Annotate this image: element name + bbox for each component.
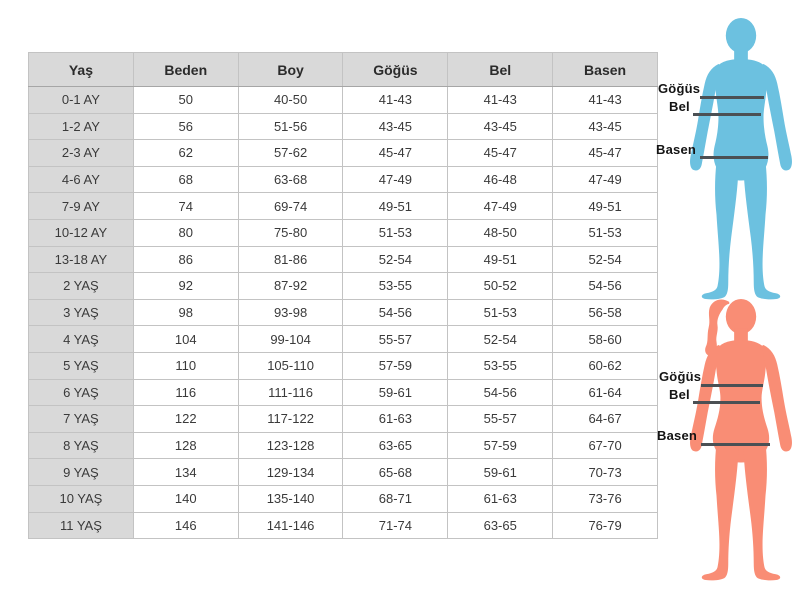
- table-row: [29, 326, 658, 353]
- table-cell: 70-73: [553, 459, 658, 486]
- table-row: [29, 299, 658, 326]
- table-cell: 51-53: [553, 219, 658, 246]
- table-cell: 41-43: [448, 87, 553, 114]
- table-cell: 56: [133, 113, 238, 140]
- table-cell: 40-50: [238, 87, 343, 114]
- table-row: [29, 485, 658, 512]
- table-cell: 52-54: [448, 326, 553, 353]
- table-row: [29, 193, 658, 220]
- table-row: [29, 379, 658, 406]
- table-cell: 67-70: [553, 432, 658, 459]
- size-table-body: [29, 87, 658, 539]
- table-cell: 123-128: [238, 432, 343, 459]
- chest-line-bottom: [701, 384, 763, 387]
- table-cell: 63-68: [238, 166, 343, 193]
- table-cell: 43-45: [448, 113, 553, 140]
- table-row: [29, 219, 658, 246]
- column-header: Yaş: [29, 53, 134, 87]
- table-cell: 46-48: [448, 166, 553, 193]
- table-cell: 56-58: [553, 299, 658, 326]
- waist-line-top: [693, 113, 761, 116]
- table-cell: 122: [133, 406, 238, 433]
- table-row: [29, 459, 658, 486]
- row-label: 13-18 AY: [29, 246, 134, 273]
- table-cell: 87-92: [238, 273, 343, 300]
- table-cell: 51-53: [343, 219, 448, 246]
- row-label: 10 YAŞ: [29, 485, 134, 512]
- table-cell: 98: [133, 299, 238, 326]
- table-cell: 43-45: [553, 113, 658, 140]
- size-table: [28, 52, 658, 539]
- column-header: Basen: [553, 53, 658, 87]
- table-cell: 49-51: [343, 193, 448, 220]
- table-cell: 141-146: [238, 512, 343, 539]
- table-cell: 68-71: [343, 485, 448, 512]
- waist-label-bottom: Bel: [669, 387, 690, 402]
- table-cell: 50: [133, 87, 238, 114]
- row-label: 9 YAŞ: [29, 459, 134, 486]
- table-cell: 104: [133, 326, 238, 353]
- chest-line-top: [700, 96, 764, 99]
- table-cell: 54-56: [553, 273, 658, 300]
- table-cell: 49-51: [553, 193, 658, 220]
- table-cell: 54-56: [448, 379, 553, 406]
- table-cell: 60-62: [553, 352, 658, 379]
- table-row: [29, 432, 658, 459]
- table-cell: 61-64: [553, 379, 658, 406]
- table-cell: 59-61: [343, 379, 448, 406]
- table-cell: 64-67: [553, 406, 658, 433]
- table-row: [29, 246, 658, 273]
- table-cell: 146: [133, 512, 238, 539]
- table-cell: 61-63: [448, 485, 553, 512]
- row-label: 11 YAŞ: [29, 512, 134, 539]
- row-label: 0-1 AY: [29, 87, 134, 114]
- table-cell: 93-98: [238, 299, 343, 326]
- table-cell: 80: [133, 219, 238, 246]
- hip-label-bottom: Basen: [657, 428, 698, 443]
- table-cell: 45-47: [448, 140, 553, 167]
- table-cell: 55-57: [343, 326, 448, 353]
- table-cell: 63-65: [448, 512, 553, 539]
- row-label: 8 YAŞ: [29, 432, 134, 459]
- table-row: [29, 273, 658, 300]
- table-cell: 74: [133, 193, 238, 220]
- table-cell: 135-140: [238, 485, 343, 512]
- table-cell: 71-74: [343, 512, 448, 539]
- table-cell: 45-47: [343, 140, 448, 167]
- row-label: 7 YAŞ: [29, 406, 134, 433]
- table-cell: 53-55: [448, 352, 553, 379]
- header-row: [29, 53, 658, 87]
- table-cell: 59-61: [448, 459, 553, 486]
- table-cell: 50-52: [448, 273, 553, 300]
- table-cell: 51-53: [448, 299, 553, 326]
- table-cell: 43-45: [343, 113, 448, 140]
- column-header: Beden: [133, 53, 238, 87]
- table-row: [29, 113, 658, 140]
- table-row: [29, 87, 658, 114]
- table-cell: 92: [133, 273, 238, 300]
- table-cell: 117-122: [238, 406, 343, 433]
- table-cell: 49-51: [448, 246, 553, 273]
- table-cell: 110: [133, 352, 238, 379]
- row-label: 1-2 AY: [29, 113, 134, 140]
- row-label: 4-6 AY: [29, 166, 134, 193]
- table-cell: 55-57: [448, 406, 553, 433]
- table-cell: 99-104: [238, 326, 343, 353]
- table-cell: 48-50: [448, 219, 553, 246]
- table-cell: 52-54: [343, 246, 448, 273]
- table-cell: 105-110: [238, 352, 343, 379]
- row-label: 6 YAŞ: [29, 379, 134, 406]
- table-cell: 57-59: [343, 352, 448, 379]
- row-label: 4 YAŞ: [29, 326, 134, 353]
- table-cell: 58-60: [553, 326, 658, 353]
- chest-label-top: Göğüs: [658, 81, 701, 96]
- row-label: 2-3 AY: [29, 140, 134, 167]
- table-cell: 75-80: [238, 219, 343, 246]
- table-cell: 134: [133, 459, 238, 486]
- table-cell: 73-76: [553, 485, 658, 512]
- table-cell: 65-68: [343, 459, 448, 486]
- table-cell: 62: [133, 140, 238, 167]
- row-label: 7-9 AY: [29, 193, 134, 220]
- hip-line-top: [700, 156, 768, 159]
- table-cell: 129-134: [238, 459, 343, 486]
- table-cell: 57-59: [448, 432, 553, 459]
- table-row: [29, 406, 658, 433]
- table-cell: 68: [133, 166, 238, 193]
- table-cell: 54-56: [343, 299, 448, 326]
- hip-line-bottom: [701, 443, 770, 446]
- hip-label-top: Basen: [656, 142, 697, 157]
- table-cell: 53-55: [343, 273, 448, 300]
- table-cell: 111-116: [238, 379, 343, 406]
- chest-label-bottom: Göğüs: [659, 369, 702, 384]
- table-cell: 128: [133, 432, 238, 459]
- column-header: Bel: [448, 53, 553, 87]
- row-label: 5 YAŞ: [29, 352, 134, 379]
- table-cell: 86: [133, 246, 238, 273]
- size-table-header: [29, 53, 658, 87]
- column-header: Göğüs: [343, 53, 448, 87]
- table-cell: 69-74: [238, 193, 343, 220]
- table-cell: 116: [133, 379, 238, 406]
- table-row: [29, 140, 658, 167]
- table-cell: 41-43: [343, 87, 448, 114]
- table-cell: 52-54: [553, 246, 658, 273]
- table-cell: 63-65: [343, 432, 448, 459]
- table-cell: 47-49: [553, 166, 658, 193]
- table-cell: 41-43: [553, 87, 658, 114]
- table-cell: 51-56: [238, 113, 343, 140]
- waist-line-bottom: [693, 401, 760, 404]
- table-cell: 140: [133, 485, 238, 512]
- table-cell: 47-49: [448, 193, 553, 220]
- table-cell: 61-63: [343, 406, 448, 433]
- row-label: 2 YAŞ: [29, 273, 134, 300]
- row-label: 3 YAŞ: [29, 299, 134, 326]
- table-row: [29, 512, 658, 539]
- waist-label-top: Bel: [669, 99, 690, 114]
- table-row: [29, 352, 658, 379]
- table-row: [29, 166, 658, 193]
- table-cell: 57-62: [238, 140, 343, 167]
- column-header: Boy: [238, 53, 343, 87]
- table-cell: 76-79: [553, 512, 658, 539]
- row-label: 10-12 AY: [29, 219, 134, 246]
- table-cell: 45-47: [553, 140, 658, 167]
- table-cell: 81-86: [238, 246, 343, 273]
- table-cell: 47-49: [343, 166, 448, 193]
